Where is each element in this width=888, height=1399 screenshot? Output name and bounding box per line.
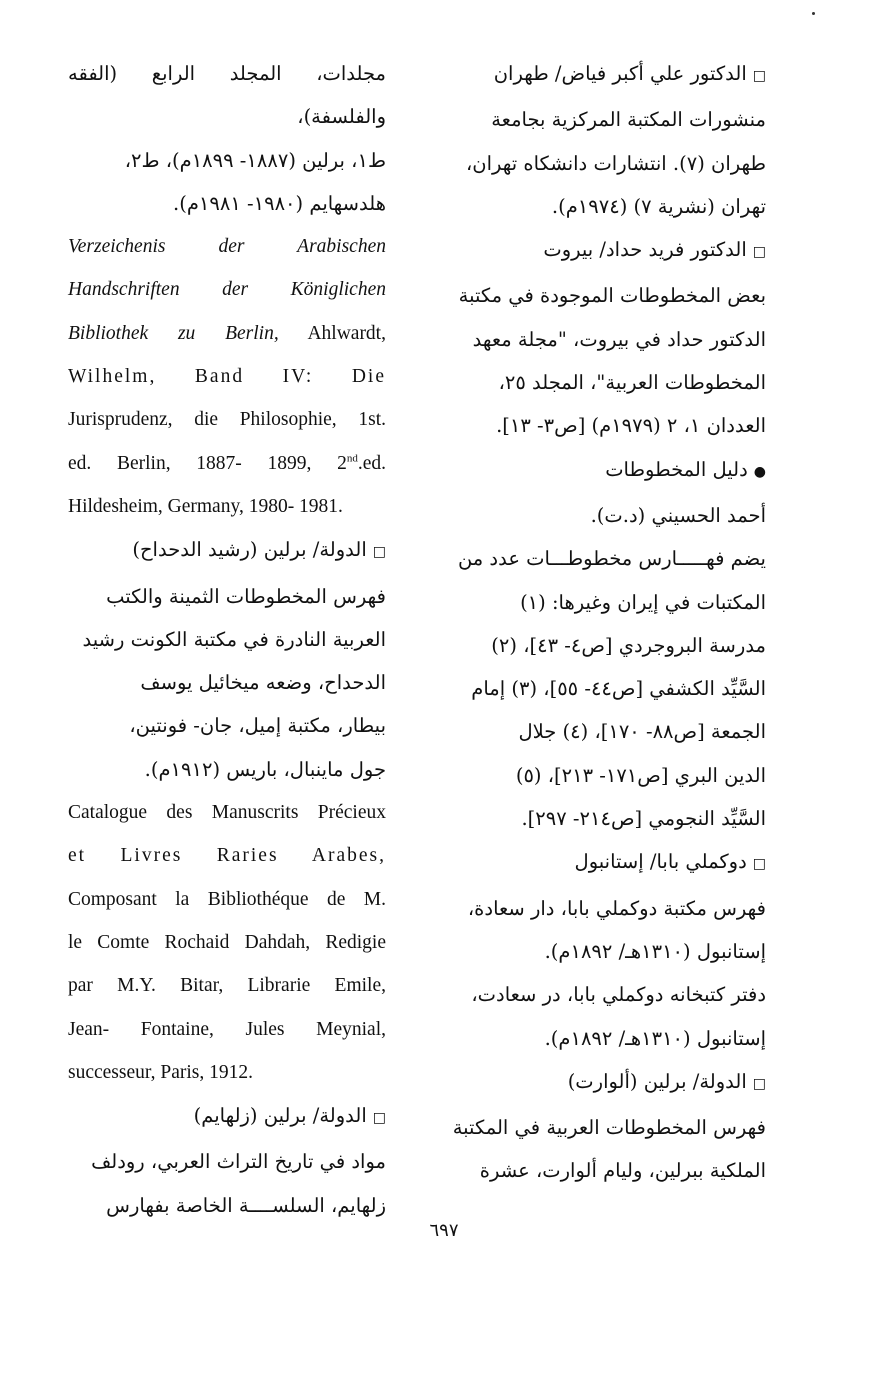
entry-body: فهرس المخطوطات العربية في المكتبة الملكية ببرلين، وليام ألوارت، عشرة	[452, 1116, 766, 1183]
entry-body: دفتر كتبخانه دوكملي بابا، در سعادت، إستانبول (١٣١٠هـ/ ١٨٩٢م).	[471, 983, 766, 1050]
latin-citation-line: ed. Berlin, 1887- 1899, 2nd.ed.	[68, 452, 386, 474]
entry-author: أحمد الحسيني (د.ت).	[590, 503, 766, 527]
round-bullet-icon: ●	[753, 463, 766, 480]
latin-citation-line: successeur, Paris, 1912.	[68, 1061, 253, 1083]
entry-body: فهرس المخطوطات الثمينة والكتب العربية النادرة في مكتبة الكونت رشيد الدحداح، وضعه ميخائيل يوسف بيطار، مكتبة إميل، جان- فونتين، جول ماينبال، باريس (١٩١٢م).	[82, 584, 386, 781]
entry-body: فهرس مكتبة دوكملي بابا، دار سعادة، إستانبول (١٣١٠هـ/ ١٨٩٢م).	[467, 896, 766, 963]
latin-citation-line: Hildesheim, Germany, 1980- 1981.	[68, 495, 343, 517]
latin-citation-line: le Comte Rochaid Dahdah, Redigie	[68, 931, 386, 953]
latin-citation-line: par M.Y. Bitar, Librarie Emile,	[68, 975, 386, 997]
checkbox-bullet-icon: □	[372, 1110, 386, 1127]
entry-heading: □دوكملي بابا/ إستانبول	[444, 840, 766, 886]
checkbox-bullet-icon: □	[752, 68, 766, 84]
checkbox-bullet-icon: □	[752, 244, 766, 261]
checkbox-bullet-icon: □	[372, 544, 386, 561]
page-number: ٦٩٧	[429, 1220, 459, 1241]
latin-citation-line: Jurisprudenz, die Philosophie, 1st.	[68, 409, 386, 431]
latin-citation-line: Catalogue des Manuscrits Précieux	[68, 802, 386, 824]
entry-heading: □الدولة/ برلين (رشيد الدحداح)	[68, 528, 386, 574]
entry-heading: □الدكتور علي أكبر فياض/ طهران	[444, 52, 766, 98]
entry-body: مواد في تاريخ التراث العربي، رودلف زلهايم، السلســــة الخاصة بفهارس	[91, 1150, 386, 1217]
checkbox-bullet-icon: □	[752, 856, 766, 873]
entry-heading: □الدولة/ برلين (ألوارت)	[444, 1060, 766, 1106]
latin-citation-line: Wilhelm, Band IV: Die	[68, 366, 386, 388]
entry-body: يضم فهـــــارس مخطوطـــات عدد من المكتبات في إيران وغيرها: (١) مدرسة البروجردي [ص٤- ٤٣]، (٢) السَّيِّد الكشفي [ص٤٤- ٥٥]، (٣) إمام الجمعة [ص٨٨- ١٧٠]، (٤) جلال الدين البري [ص١٧١- ٢١٣]، (٥) السَّيِّد النجومي [ص٢١٤- ٢٩٧].	[457, 547, 766, 831]
entry-heading: □الدكتور فريد حداد/ بيروت	[444, 228, 766, 274]
scan-speck	[812, 12, 815, 15]
latin-citation-line: Jean- Fontaine, Jules Meynial,	[68, 1018, 386, 1040]
latin-citation-line: Bibliothek zu Berlin, Ahlwardt,	[68, 322, 386, 344]
left-column	[68, 52, 386, 1227]
latin-citation-line: Composant la Bibliothéque de M.	[68, 888, 386, 910]
latin-citation-line: et Livres Raries Arabes,	[68, 845, 386, 867]
entry-heading: □الدولة/ برلين (زلهايم)	[68, 1094, 386, 1140]
entry-body: منشورات المكتبة المركزية بجامعة طهران (٧). انتشارات دانشكاه تهران، تهران (نشرية ٧) (١٩٧٤م).	[465, 108, 766, 218]
checkbox-bullet-icon: □	[752, 1075, 766, 1092]
entry-body: مجلدات، المجلد الرابع (الفقه والفلسفة)، ط١، برلين (١٨٨٧- ١٨٩٩م)، ط٢، هلدسهايم (١٩٨٠- ١٩٨١م).	[68, 62, 386, 215]
latin-title-line: Verzeichenis der Arabischen	[68, 236, 386, 258]
entry-body: بعض المخطوطات الموجودة في مكتبة الدكتور حداد في بيروت، "مجلة معهد المخطوطات العربية"، المجلد ٢٥، العددان ١، ٢ (١٩٧٩م) [ص٣- ١٣].	[458, 284, 766, 438]
right-column	[444, 52, 766, 1193]
latin-title-line: Handschriften der Königlichen	[68, 279, 386, 301]
section-heading: ●دليل المخطوطات	[444, 448, 766, 494]
